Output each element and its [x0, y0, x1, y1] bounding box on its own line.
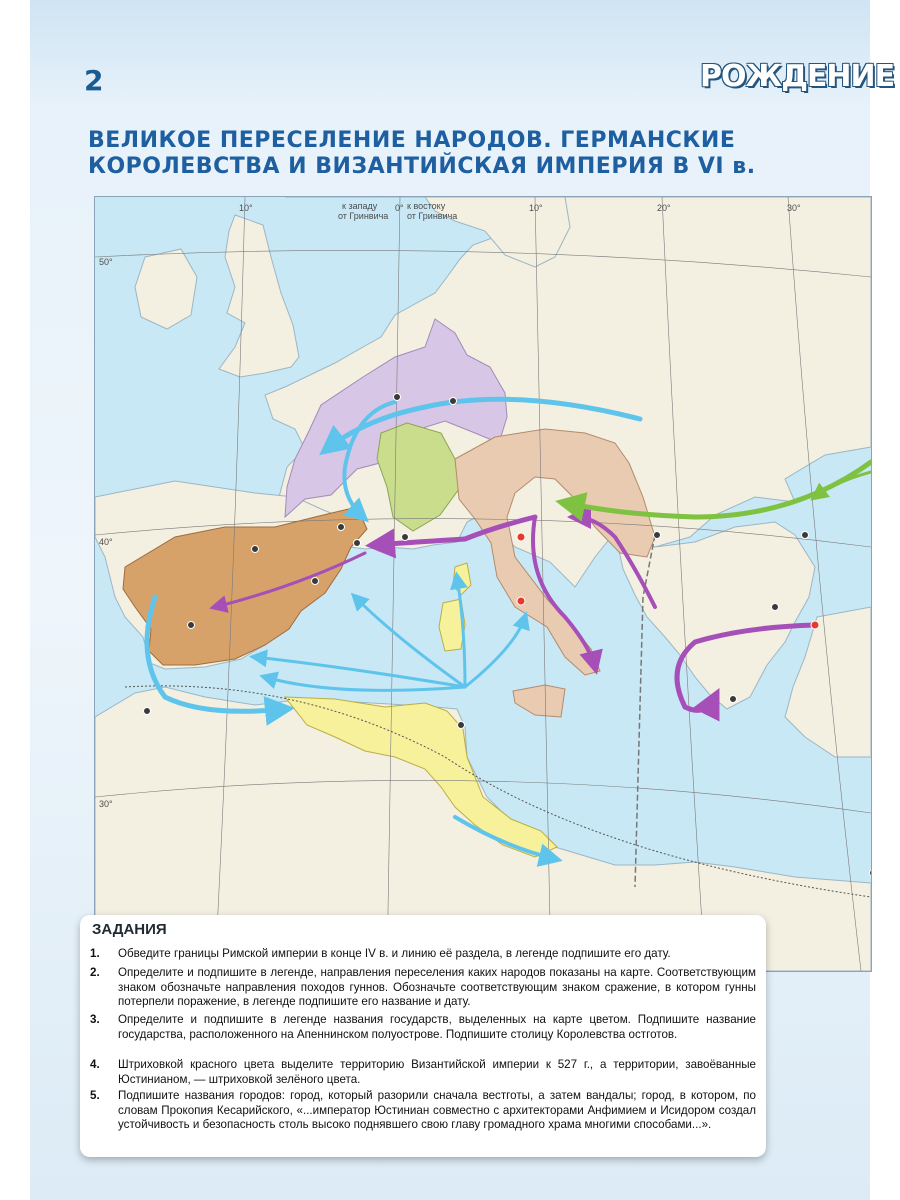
task-text: Обведите границы Римской империи в конце IV в. и линию её раздела, в легенде подпишите его дату. [118, 947, 671, 960]
parallel-label-40: 40° [99, 537, 113, 547]
parallel-label-50: 50° [99, 257, 113, 267]
task-item-3 [90, 1013, 756, 1042]
task-item-4 [90, 1058, 756, 1087]
parallel-label-30: 30° [99, 799, 113, 809]
section-badge: РОЖДЕНИЕ [700, 59, 895, 94]
page-number: 2 [84, 64, 104, 97]
west-label-line1: к западу [342, 201, 378, 211]
meridian-label-10w: 10° [239, 203, 253, 213]
task-text: Подпишите названия городов: город, который разорили сначала вестготы, а затем вандалы; город, в котором, по словам Прокопия Кесарийского, «...император Юстиниан совместно с архитекторами Анфимием и Исидором создал устойчивость и безопасность столь высоко поднявшего свою главу громадного храма многими способами...». [118, 1089, 756, 1131]
task-item-2 [90, 966, 756, 1010]
task-item-1 [90, 947, 756, 962]
page-title-line-1: ВЕЛИКОЕ ПЕРЕСЕЛЕНИЕ НАРОДОВ. ГЕРМАНСКИЕ [88, 128, 736, 153]
meridian-label-0: 0° [395, 203, 404, 213]
page-title [88, 128, 828, 180]
meridian-label-30e: 30° [787, 203, 801, 213]
task-text: Определите и подпишите в легенде названия государств, выделенных на карте цветом. Подпишите название государства, расположенного на Апеннинском полуострове. Подпишите столицу Королевства остготов. [118, 1013, 756, 1041]
land-ireland [135, 249, 197, 329]
task-text: Штриховкой красного цвета выделите территорию Византийской империи к 527 г., а территории, завоёванные Юстинианом, — штриховкой зелёного цвета. [118, 1058, 756, 1086]
meridian-label-10e: 10° [529, 203, 543, 213]
task-number: 2. [90, 966, 100, 979]
historical-map [94, 196, 872, 972]
task-item-5 [90, 1089, 756, 1133]
task-number: 3. [90, 1013, 100, 1026]
east-label-line1: к востоку [407, 201, 446, 211]
task-text: Определите и подпишите в легенде, направления переселения каких народов показаны на карте. Соответствующим знаком обозначьте направления походов гуннов. Обозначьте соответствующим знаком сражение, в котором гунны потерпели поражение, в легенде подпишите его название и дату. [118, 966, 756, 1008]
task-number: 5. [90, 1089, 100, 1102]
tasks-heading: ЗАДАНИЯ [92, 921, 167, 938]
page-title-line-2: КОРОЛЕВСТВА И ВИЗАНТИЙСКАЯ ИМПЕРИЯ В VI в. [88, 154, 756, 179]
task-number: 4. [90, 1058, 100, 1071]
west-label-line2: от Гринвича [338, 211, 389, 221]
meridian-label-20e: 20° [657, 203, 671, 213]
task-number: 1. [90, 947, 100, 960]
tasks-panel [80, 915, 766, 1157]
east-label-line2: от Гринвича [407, 211, 458, 221]
